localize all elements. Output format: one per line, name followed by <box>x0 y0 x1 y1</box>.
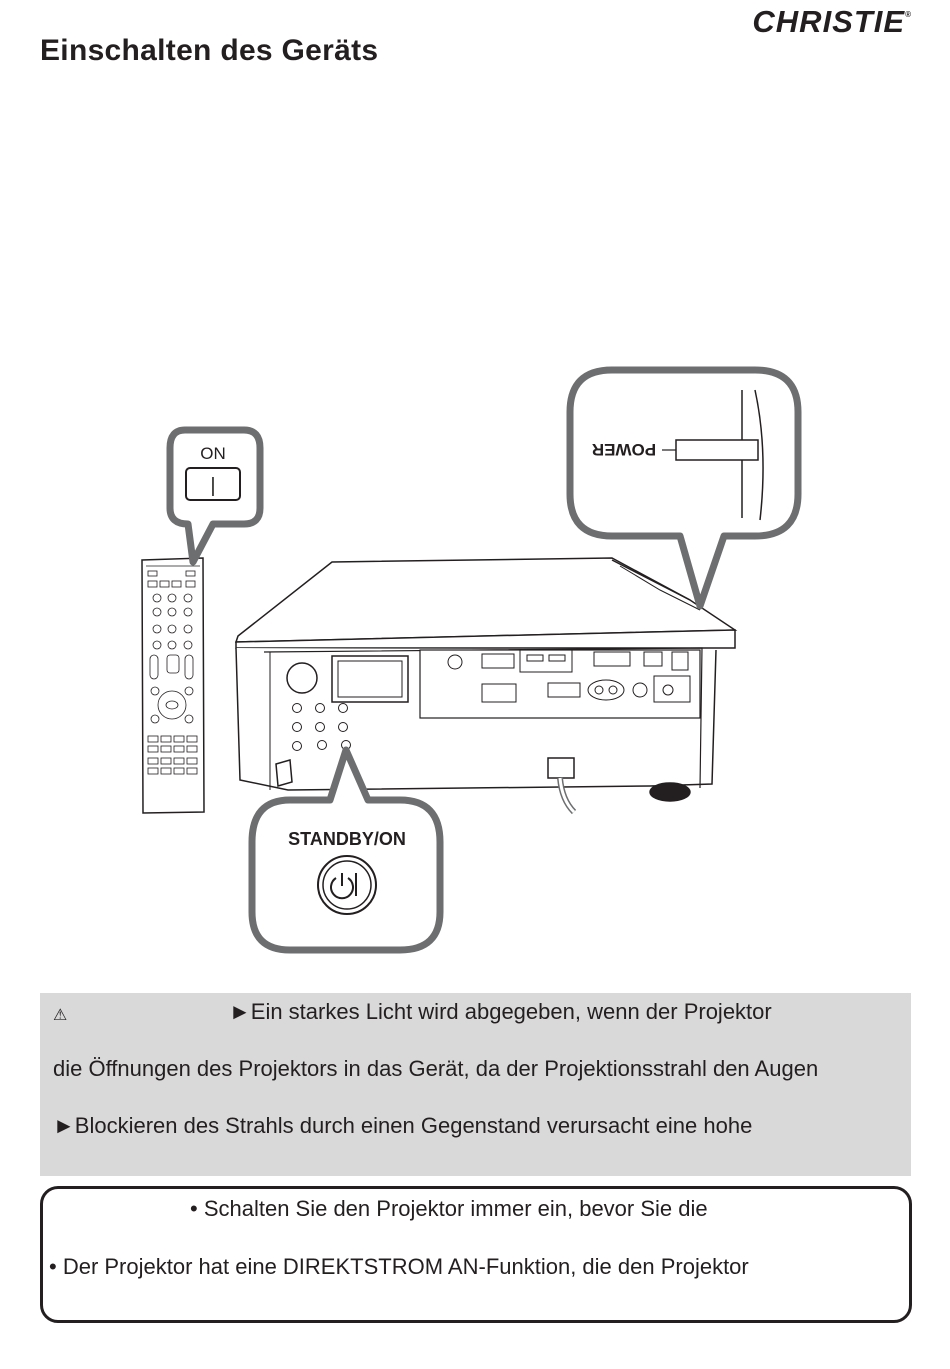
projector-illustration <box>0 360 950 960</box>
standby-power-icon <box>318 856 376 914</box>
page-title: Einschalten des Geräts <box>40 34 379 67</box>
note-line-2: • Der Projektor hat eine DIREKTSTROM AN-Funktion, die den Projektor <box>49 1254 749 1279</box>
warning-box <box>40 993 911 1176</box>
projector-body <box>236 558 735 812</box>
on-label: ON <box>200 444 226 463</box>
power-label: POWER <box>591 440 657 459</box>
note-box <box>40 1186 912 1323</box>
on-button-callout <box>170 430 260 562</box>
note-line-1: • Schalten Sie den Projektor immer ein, bevor Sie die <box>190 1196 708 1221</box>
warning-line-3: ►Blockieren des Strahls durch einen Gegenstand verursacht eine hohe <box>53 1113 753 1138</box>
logo-text: CHRISTIE <box>752 4 906 39</box>
warning-line-2: die Öffnungen des Projektors in das Gerät, da der Projektionsstrahl den Augen <box>53 1056 819 1081</box>
registered-mark: ® <box>905 10 912 19</box>
remote-control <box>142 558 204 813</box>
standby-on-label: STANDBY/ON <box>288 829 406 849</box>
on-key-glyph: | <box>210 475 216 497</box>
christie-logo <box>752 4 912 40</box>
power-led-icon <box>676 440 758 460</box>
warning-triangle-icon: ⚠ <box>53 1007 68 1024</box>
warning-line-1: ►Ein starkes Licht wird abgegeben, wenn der Projektor <box>229 999 772 1024</box>
